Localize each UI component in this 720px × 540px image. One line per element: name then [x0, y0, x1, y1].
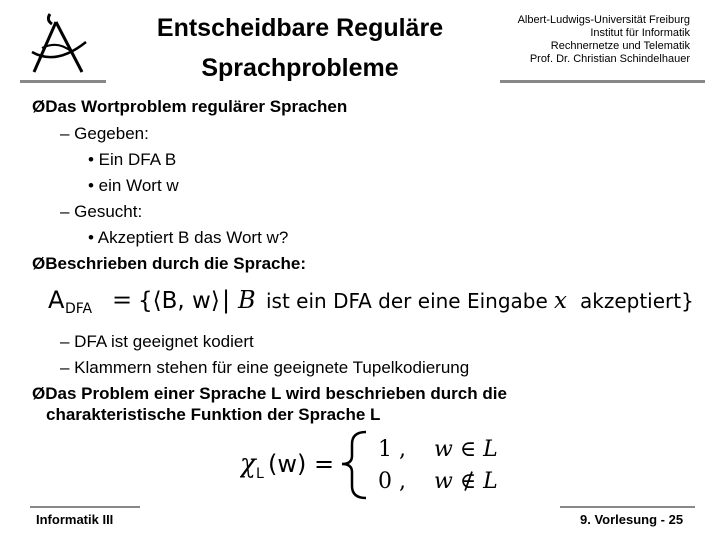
arrow-bullet-icon: Ø — [32, 97, 46, 116]
sub-gesucht: – Gesucht: — [60, 202, 143, 221]
university-logo-icon — [20, 8, 100, 76]
footer-divider-right — [560, 506, 695, 508]
bullet-problem-sprache-cont: charakteristische Funktion der Sprache L — [46, 405, 381, 424]
formula2-case1-cond: w ∈ L — [434, 437, 498, 462]
formula-text2: akzeptiert} — [580, 289, 694, 313]
formula-a-dfa — [48, 280, 708, 320]
bullet-sprache — [32, 254, 306, 274]
formula2-arg: (w) = — [268, 450, 335, 478]
title-line-2: Sprachprobleme — [201, 54, 399, 82]
footer-page-number: 9. Vorlesung - 25 — [580, 512, 684, 527]
bullet-text: Das Wortproblem regulärer Sprachen — [45, 97, 348, 116]
bullet-problem-sprache — [32, 384, 507, 404]
sub-dfa-kodiert: – DFA ist geeignet kodiert — [60, 332, 254, 351]
item-akzeptiert: • Akzeptiert B das Wort w? — [88, 228, 289, 247]
bullet-text: Beschrieben durch die Sprache: — [45, 254, 306, 273]
institution-line: Albert-Ludwigs-Universität Freiburg — [517, 14, 690, 26]
item-wort-w: • ein Wort w — [88, 176, 179, 195]
formula2-chi-sub: L — [256, 466, 264, 482]
bullet-wortproblem — [32, 97, 347, 117]
formula-set-open: {⟨B, w⟩ — [138, 288, 220, 314]
header-divider-left — [20, 80, 106, 83]
formula2-case2-val: 0 , — [378, 469, 406, 494]
arrow-bullet-icon: Ø — [32, 254, 46, 273]
formula2-case2-cond: w ∉ L — [434, 469, 498, 494]
institution-line: Prof. Dr. Christian Schindelhauer — [529, 53, 690, 65]
formula-lhs-sub: DFA — [65, 301, 93, 317]
slide-title — [120, 8, 480, 88]
footer-divider-left — [30, 506, 140, 508]
arrow-bullet-icon: Ø — [32, 384, 46, 403]
header-divider-right — [500, 80, 705, 83]
formula2-chi: χ — [240, 449, 256, 479]
sub-gegeben: – Gegeben: — [60, 124, 149, 143]
institution-block — [480, 14, 690, 66]
title-line-1: Entscheidbare Reguläre — [156, 14, 444, 42]
bullet-text: Das Problem einer Sprache L wird beschrieben durch die — [45, 384, 507, 403]
formula-x: x — [554, 288, 567, 314]
footer-course: Informatik III — [36, 512, 114, 527]
sub-klammern: – Klammern stehen für eine geeignete Tupelkodierung — [60, 358, 470, 377]
brace-icon — [342, 432, 366, 498]
formula-eq: = — [112, 286, 133, 314]
institution-line: Institut für Informatik — [590, 27, 690, 39]
formula-characteristic-function — [240, 428, 520, 500]
institution-line: Rechnernetze und Telematik — [550, 40, 690, 52]
formula2-case1-val: 1 , — [378, 437, 406, 462]
formula-lhs: A — [48, 286, 65, 314]
item-dfa-b: • Ein DFA B — [88, 150, 177, 169]
formula-text1: ist ein DFA der eine Eingabe — [266, 289, 548, 313]
formula-bar: | — [222, 286, 231, 314]
formula-b: B — [238, 286, 256, 314]
